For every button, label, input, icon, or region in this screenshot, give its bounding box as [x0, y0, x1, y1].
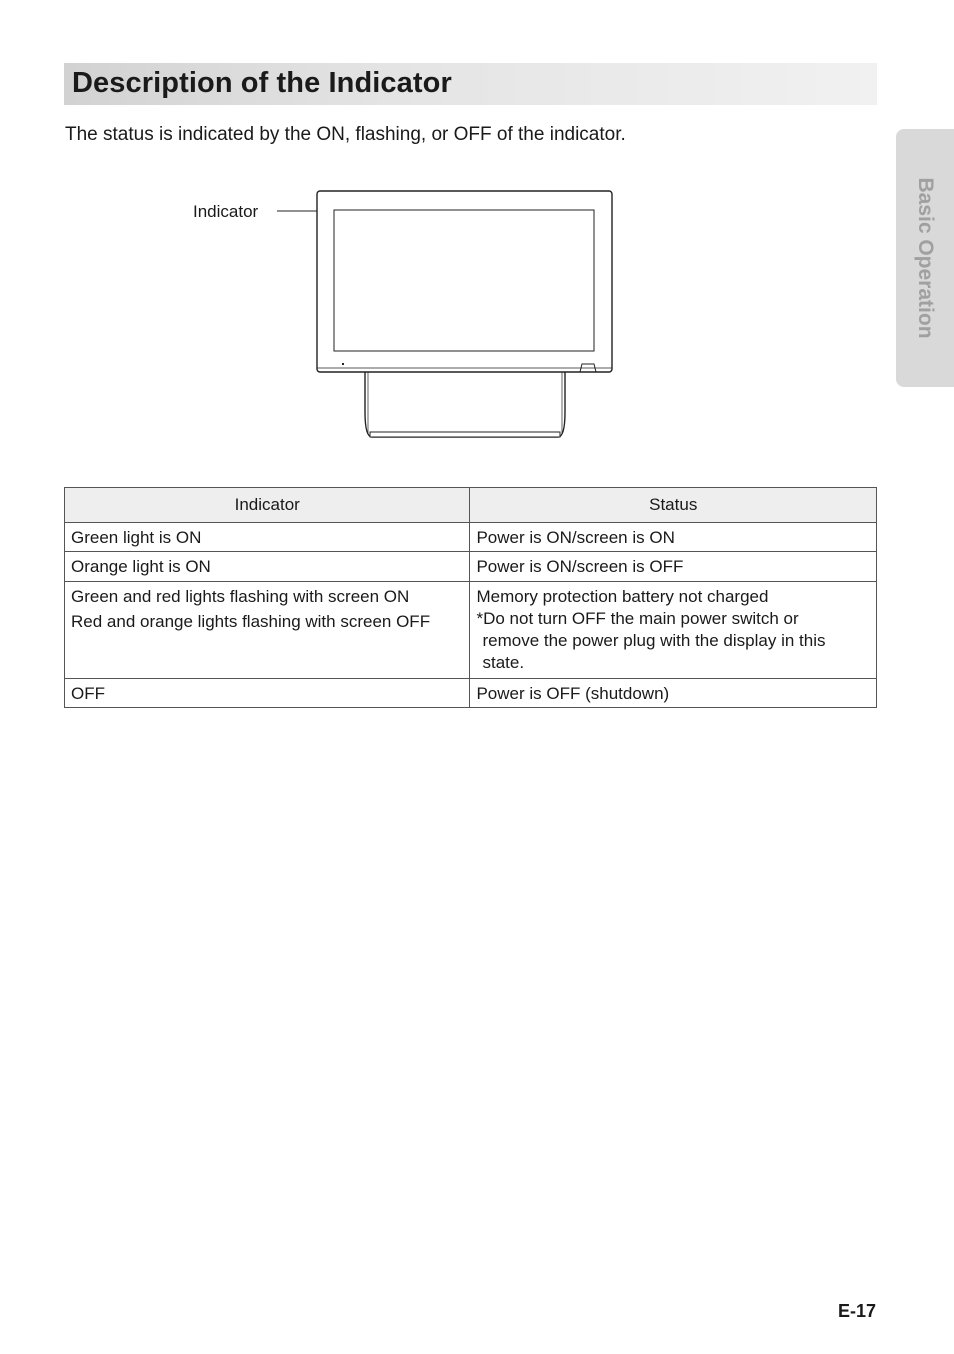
- display-drawing: [150, 180, 650, 450]
- table-header-row: [65, 488, 877, 523]
- chapter-side-tab[interactable]: [896, 129, 954, 387]
- column-header-status: Status: [470, 488, 877, 523]
- page-title: Description of the Indicator: [72, 67, 452, 99]
- display-stand: [365, 372, 565, 437]
- status-cell: [470, 679, 877, 708]
- column-header-indicator: Indicator: [65, 488, 470, 523]
- status-cell: [470, 552, 877, 582]
- page-number: E-17: [837, 1301, 876, 1321]
- status-text: Power is ON/screen is ON: [476, 528, 675, 547]
- indicator-cell: [65, 582, 470, 679]
- status-cell: [470, 523, 877, 552]
- table-row: [65, 523, 877, 552]
- table-row: [65, 582, 877, 679]
- intro-text: The status is indicated by the ON, flashing, or OFF of the indicator.: [65, 124, 626, 145]
- status-text: Memory protection battery not charged: [476, 587, 769, 606]
- table-row: [65, 552, 877, 582]
- indicator-text: OFF: [71, 684, 105, 703]
- indicator-text: Orange light is ON: [71, 557, 211, 576]
- indicator-text: Green light is ON: [71, 528, 202, 547]
- section-heading-bar: [64, 63, 877, 105]
- indicator-cell: [65, 552, 470, 582]
- status-note: state.: [482, 653, 525, 672]
- display-illustration: [150, 180, 650, 450]
- indicator-cell: [65, 523, 470, 552]
- status-note: *Do not turn OFF the main power switch or: [476, 609, 799, 628]
- stand-base: [370, 432, 560, 437]
- status-text: Power is OFF (shutdown): [476, 684, 670, 703]
- status-cell: [470, 582, 877, 679]
- status-note: remove the power plug with the display in this: [482, 631, 826, 650]
- indicator-status-table: [64, 487, 877, 708]
- indicator-cell: [65, 679, 470, 708]
- indicator-text: Red and orange lights flashing with screen OFF: [71, 612, 431, 631]
- indicator-text: Green and red lights flashing with screen ON: [71, 587, 410, 606]
- chapter-side-tab-label: Basic Operation: [914, 177, 937, 339]
- indicator-light: [342, 363, 344, 365]
- indicator-callout-label: Indicator: [193, 202, 259, 221]
- table-row: [65, 679, 877, 708]
- display-screen: [334, 210, 594, 351]
- status-text: Power is ON/screen is OFF: [476, 557, 684, 576]
